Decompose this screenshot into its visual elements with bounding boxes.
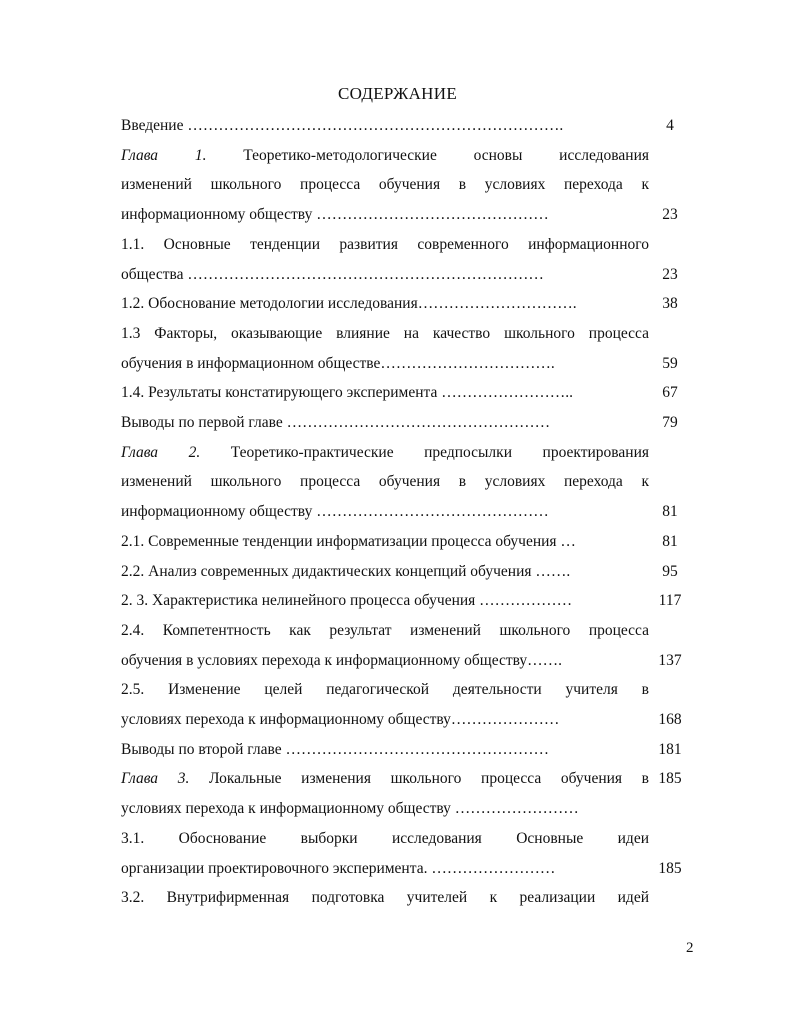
toc-page-number: 137 xyxy=(658,651,682,669)
toc-line xyxy=(121,114,649,138)
toc-page-number: 4 xyxy=(666,117,674,134)
toc-line xyxy=(121,886,649,910)
toc-line xyxy=(121,144,649,168)
toc-line xyxy=(121,292,649,316)
toc-entry-text: 2.5. Изменение целей педагогической деятельности учителя в xyxy=(121,681,649,699)
page-title: СОДЕРЖАНИЕ xyxy=(337,84,458,103)
toc-page-number: 59 xyxy=(662,354,678,372)
toc-line xyxy=(121,649,649,673)
toc-entry-text: 1.3 Факторы, оказывающие влияние на качество школьного процесса xyxy=(121,324,649,342)
toc-line xyxy=(121,708,649,732)
toc-page-number: 38 xyxy=(662,295,678,313)
toc-entry-text: 3.2. Внутрифирменная подготовка учителей к реализации идей xyxy=(121,889,649,907)
toc-entry-text: Введение ………………………………………………………………. xyxy=(121,117,564,134)
toc-line xyxy=(121,827,649,851)
toc-entry-text: условиях перехода к информационному обществу …………………… xyxy=(121,800,579,818)
chapter-label: Глава 2. xyxy=(121,443,201,461)
toc-line xyxy=(121,203,649,227)
toc-entry-text: информационному обществу ……………………………………… xyxy=(121,206,549,224)
toc-page-number: 79 xyxy=(662,414,678,431)
toc-entry-text: организации проектировочного эксперимента. …………………… xyxy=(121,859,556,877)
toc-line xyxy=(121,411,649,435)
toc-page-number: 185 xyxy=(658,859,682,877)
page-number: 2 xyxy=(686,940,694,956)
toc-line xyxy=(121,470,649,494)
toc-entry-text: информационному обществу ……………………………………… xyxy=(121,503,549,521)
toc-entry-text: 1.2. Обоснование методологии исследования…………………………. xyxy=(121,295,577,313)
toc-entry-text: обучения в информационном обществе……………………………. xyxy=(121,354,555,372)
toc-line xyxy=(121,560,649,584)
toc-line xyxy=(121,263,649,287)
toc-entry-text: 1.4. Результаты констатирующего эксперимента …………………….. xyxy=(121,384,574,402)
toc-page-number: 23 xyxy=(662,206,678,224)
toc-entry-text: обучения в условиях перехода к информационному обществу……. xyxy=(121,651,563,669)
toc-entry-text: Выводы по второй главе …………………………………………… xyxy=(121,740,549,758)
toc-page-number: 23 xyxy=(662,265,678,283)
toc-line xyxy=(121,678,649,702)
toc-entry-text: изменений школьного процесса обучения в условиях перехода к xyxy=(121,473,649,491)
toc-page-number: 181 xyxy=(658,740,682,758)
toc-entry-text: 2. 3. Характеристика нелинейного процесса обучения ……………… xyxy=(121,592,573,610)
toc-line xyxy=(121,738,649,762)
toc-line xyxy=(121,352,649,376)
toc-page-number: 168 xyxy=(658,711,682,728)
toc-page-number: 95 xyxy=(662,562,678,580)
toc-entry-text: Теоретико-практические предпосылки проектирования xyxy=(200,443,649,461)
toc-entry-text: 2.4. Компетентность как результат изменений школьного процесса xyxy=(121,621,649,639)
toc-entry-text: Выводы по первой главе …………………………………………… xyxy=(121,414,551,431)
toc-entry-text: общества …………………………………………………………… xyxy=(121,265,544,283)
toc-entry-text: 1.1. Основные тенденции развития современного информационного xyxy=(121,235,649,253)
toc-entry-text: Теоретико-методологические основы исследования xyxy=(206,146,649,164)
toc-page-number: 81 xyxy=(662,532,678,550)
toc-entry-text: 2.1. Современные тенденции информатизации процесса обучения … xyxy=(121,532,576,550)
toc-page-number: 67 xyxy=(662,384,678,402)
toc-line xyxy=(121,857,649,881)
toc-line xyxy=(121,767,649,791)
toc-entry-text: Локальные изменения школьного процесса обучения в xyxy=(189,770,649,788)
toc-line xyxy=(121,322,649,346)
toc-page-number: 185 xyxy=(658,770,682,788)
toc-line xyxy=(121,233,649,257)
toc-line xyxy=(121,173,649,197)
toc-line xyxy=(121,500,649,524)
toc-line xyxy=(121,589,649,613)
toc-line xyxy=(121,797,649,821)
toc-page-number: 117 xyxy=(658,592,682,610)
toc-page-number: 81 xyxy=(662,503,678,521)
toc-line xyxy=(121,530,649,554)
toc-line xyxy=(121,619,649,643)
toc-entry-text: условиях перехода к информационному обществу………………… xyxy=(121,711,560,728)
toc-line xyxy=(121,441,649,465)
chapter-label: Глава 1. xyxy=(121,146,207,164)
toc-entry-text: 2.2. Анализ современных дидактических концепций обучения ……. xyxy=(121,562,571,580)
toc-entry-text: 3.1. Обоснование выборки исследования Основные идеи xyxy=(121,829,649,847)
toc-line xyxy=(121,381,649,405)
chapter-label: Глава 3. xyxy=(121,770,190,788)
toc-entry-text: изменений школьного процесса обучения в условиях перехода к xyxy=(121,176,649,194)
